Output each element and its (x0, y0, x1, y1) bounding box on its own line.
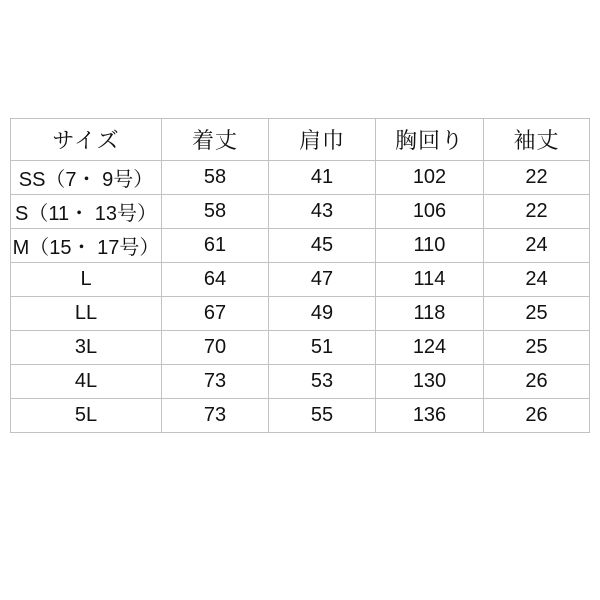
value-cell: 25 (484, 331, 590, 365)
table-row (11, 399, 590, 433)
table-row (11, 297, 590, 331)
value-cell: 49 (269, 297, 376, 331)
value-cell: 130 (376, 365, 484, 399)
value-cell: 58 (162, 161, 269, 195)
value-cell: 24 (484, 263, 590, 297)
table-row (11, 195, 590, 229)
value-cell: 25 (484, 297, 590, 331)
column-header-sleeve: 袖丈 (484, 119, 590, 161)
value-cell: 136 (376, 399, 484, 433)
value-cell: 67 (162, 297, 269, 331)
value-cell: 124 (376, 331, 484, 365)
size-chart-table (10, 118, 590, 433)
value-cell: 45 (269, 229, 376, 263)
size-cell: LL (11, 297, 162, 331)
value-cell: 73 (162, 365, 269, 399)
value-cell: 114 (376, 263, 484, 297)
table-row (11, 331, 590, 365)
size-cell: S（11・ 13号） (11, 195, 162, 229)
size-cell: 4L (11, 365, 162, 399)
table-row (11, 229, 590, 263)
table-row (11, 365, 590, 399)
value-cell: 102 (376, 161, 484, 195)
value-cell: 26 (484, 399, 590, 433)
size-cell: L (11, 263, 162, 297)
table-row (11, 263, 590, 297)
value-cell: 73 (162, 399, 269, 433)
column-header-shoulder: 肩巾 (269, 119, 376, 161)
value-cell: 64 (162, 263, 269, 297)
table-row (11, 161, 590, 195)
size-cell: SS（7・ 9号） (11, 161, 162, 195)
value-cell: 24 (484, 229, 590, 263)
value-cell: 61 (162, 229, 269, 263)
column-header-chest: 胸回り (376, 119, 484, 161)
value-cell: 47 (269, 263, 376, 297)
header-row (11, 119, 590, 161)
value-cell: 110 (376, 229, 484, 263)
value-cell: 43 (269, 195, 376, 229)
size-cell: 3L (11, 331, 162, 365)
column-header-size: サイズ (11, 119, 162, 161)
value-cell: 51 (269, 331, 376, 365)
value-cell: 22 (484, 161, 590, 195)
value-cell: 22 (484, 195, 590, 229)
value-cell: 41 (269, 161, 376, 195)
column-header-length: 着丈 (162, 119, 269, 161)
value-cell: 70 (162, 331, 269, 365)
size-cell: M（15・ 17号） (11, 229, 162, 263)
value-cell: 26 (484, 365, 590, 399)
value-cell: 106 (376, 195, 484, 229)
value-cell: 53 (269, 365, 376, 399)
value-cell: 118 (376, 297, 484, 331)
value-cell: 58 (162, 195, 269, 229)
size-cell: 5L (11, 399, 162, 433)
value-cell: 55 (269, 399, 376, 433)
